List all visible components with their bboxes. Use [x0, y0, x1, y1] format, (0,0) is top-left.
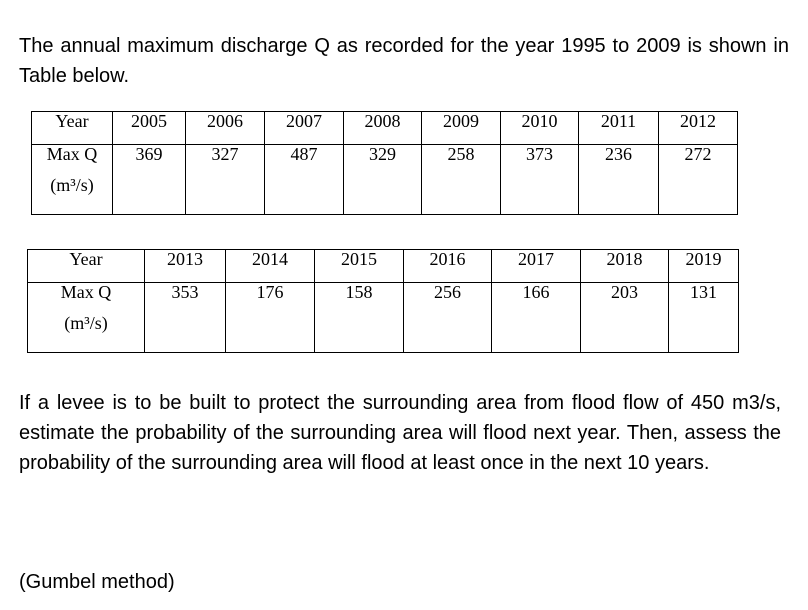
- table2-year-cell: 2016: [404, 250, 492, 283]
- table1-value-cell: 327: [186, 145, 265, 215]
- table1-value-cell: 369: [113, 145, 186, 215]
- table2-year-row: [28, 250, 739, 283]
- table1-value-cell: 258: [422, 145, 501, 215]
- table1-year-cell: 2005: [113, 112, 186, 145]
- table2-value-cell: 158: [315, 283, 404, 353]
- table1-value-cell: 236: [579, 145, 659, 215]
- table1-maxq-label: Max Q: [46, 144, 98, 164]
- table1-year-cell: 2007: [265, 112, 344, 145]
- table2-year-label: Year: [28, 250, 145, 283]
- table2-value-cell: 166: [492, 283, 581, 353]
- table1-value-cell: 329: [344, 145, 422, 215]
- table2-year-cell: 2015: [315, 250, 404, 283]
- question-paragraph: If a levee is to be built to protect the surrounding area from flood flow of 450 m3/s, estimate the probability of the surrounding area will flood next year. Then, assess the probability of the surrounding area will flood at least once in the next 10 years.: [19, 392, 781, 474]
- discharge-table-2: [27, 249, 739, 353]
- table1-discharge-row: [32, 145, 738, 215]
- intro-paragraph: The annual maximum discharge Q as recorded for the year 1995 to 2009 is shown in Table below.: [19, 35, 789, 87]
- table2-maxq-label: Max Q: [60, 282, 112, 302]
- table1-year-cell: 2009: [422, 112, 501, 145]
- table2-year-cell: 2013: [145, 250, 226, 283]
- method-note: (Gumbel method): [19, 571, 175, 593]
- table2-year-cell: 2019: [669, 250, 739, 283]
- table2-year-cell: 2014: [226, 250, 315, 283]
- table1-value-cell: 487: [265, 145, 344, 215]
- table1-value-cell: 272: [659, 145, 738, 215]
- table2-discharge-row: [28, 283, 739, 353]
- table2-year-cell: 2018: [581, 250, 669, 283]
- table1-year-cell: 2008: [344, 112, 422, 145]
- table1-year-cell: 2010: [501, 112, 579, 145]
- table1-year-label: Year: [32, 112, 113, 145]
- table2-value-cell: 131: [669, 283, 739, 353]
- table2-value-cell: 203: [581, 283, 669, 353]
- table1-year-cell: 2006: [186, 112, 265, 145]
- table2-unit-label: (m³/s): [64, 313, 108, 333]
- table2-value-cell: 256: [404, 283, 492, 353]
- discharge-table-1: [31, 111, 738, 215]
- table1-maxq-label-cell: [32, 145, 113, 215]
- table1-year-cell: 2012: [659, 112, 738, 145]
- table2-value-cell: 176: [226, 283, 315, 353]
- table1-year-cell: 2011: [579, 112, 659, 145]
- table1-value-cell: 373: [501, 145, 579, 215]
- table2-year-cell: 2017: [492, 250, 581, 283]
- table2-maxq-label-cell: [28, 283, 145, 353]
- table1-unit-label: (m³/s): [50, 175, 94, 195]
- table1-year-row: [32, 112, 738, 145]
- table2-value-cell: 353: [145, 283, 226, 353]
